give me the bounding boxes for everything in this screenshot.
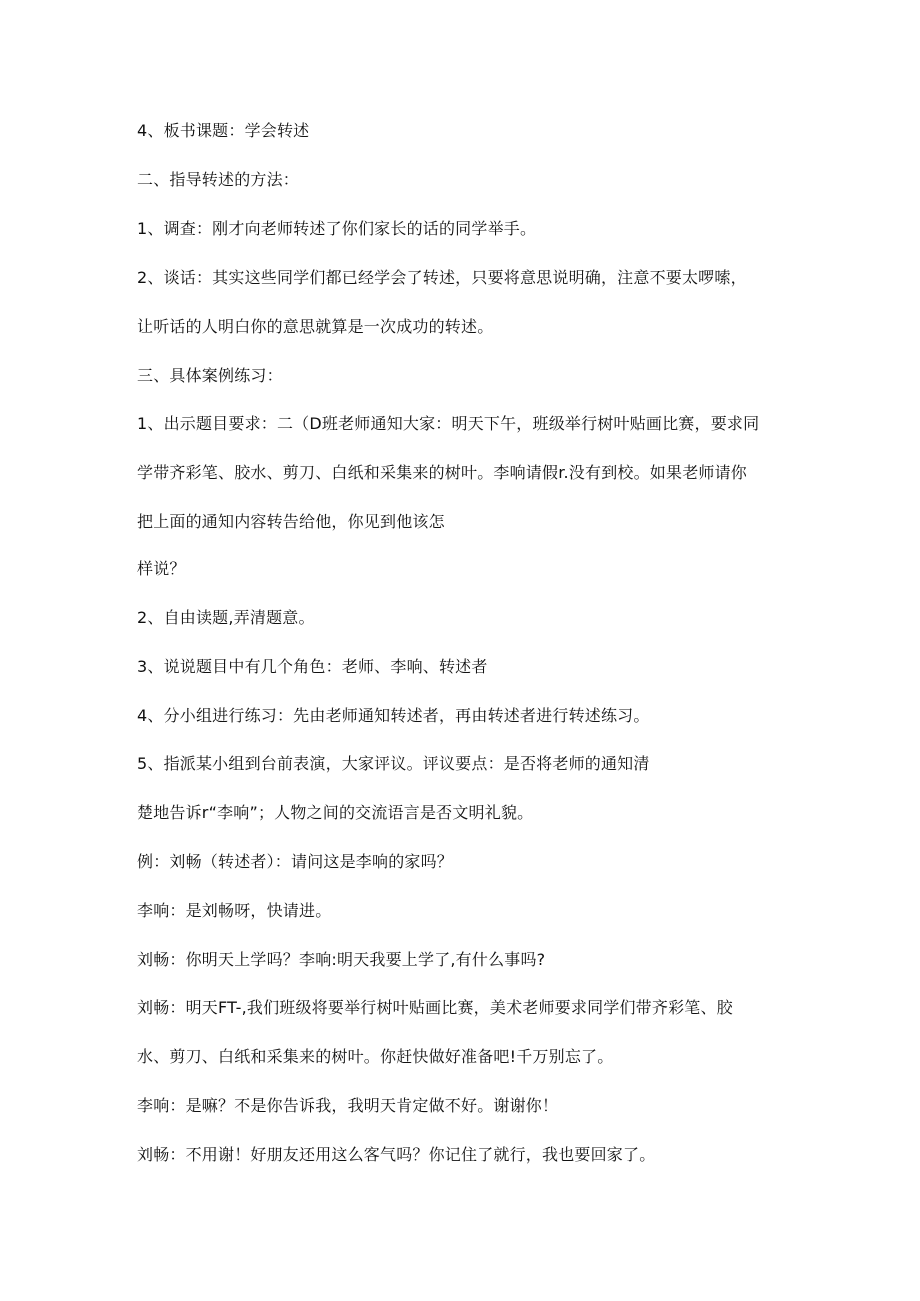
- text-line-8: 学带齐彩笔、胶水、剪刀、白纸和采集来的树叶。李响请假r.没有到校。如果老师请你: [137, 463, 747, 482]
- text-line-2: 二、指导转述的方法：: [137, 170, 300, 189]
- text-line-15: 楚地告诉r“李响”；人物之间的交流语言是否文明礼貌。: [137, 803, 534, 822]
- text-line-18: 刘畅：你明天上学吗？李响:明天我要上学了,有什么事吗?: [137, 950, 546, 969]
- text-line-9: 把上面的通知内容转告给他，你见到他该怎: [137, 512, 445, 531]
- text-line-1: 4、板书课题：学会转述: [137, 121, 310, 140]
- text-line-17: 李响：是刘畅呀，快请进。: [137, 901, 332, 920]
- text-line-7: 1、出示题目要求：二（D班老师通知大家：明天下午，班级举行树叶贴画比赛，要求同: [137, 414, 760, 433]
- text-line-5: 让听话的人明白你的意思就算是一次成功的转述。: [137, 317, 494, 336]
- text-line-19: 刘畅：明天FT-,我们班级将要举行树叶贴画比赛，美术老师要求同学们带齐彩笔、胶: [137, 998, 733, 1017]
- text-line-13: 4、分小组进行练习：先由老师通知转述者，再由转述者进行转述练习。: [137, 706, 650, 725]
- text-line-21: 李响：是嘛？不是你告诉我，我明天肯定做不好。谢谢你！: [137, 1096, 559, 1115]
- text-line-14: 5、指派某小组到台前表演，大家评议。评议要点：是否将老师的通知清: [137, 754, 650, 773]
- text-line-10: 样说？: [137, 559, 186, 578]
- text-line-20: 水、剪刀、白纸和采集来的树叶。你赶快做好准备吧!千万别忘了。: [137, 1047, 614, 1066]
- text-line-16: 例：刘畅（转述者）：请问这是李响的家吗？: [137, 852, 454, 871]
- text-line-11: 2、自由读题,弄清题意。: [137, 608, 315, 627]
- text-line-6: 三、具体案例练习：: [137, 366, 283, 385]
- text-line-22: 刘畅：不用谢！好朋友还用这么客气吗？你记住了就行，我也要回家了。: [137, 1145, 656, 1164]
- text-line-12: 3、说说题目中有几个角色：老师、李响、转述者: [137, 657, 488, 676]
- text-line-4: 2、谈话：其实这些同学们都已经学会了转述，只要将意思说明确，注意不要太啰嗦，: [137, 268, 747, 287]
- text-line-3: 1、调查：刚才向老师转述了你们家长的话的同学举手。: [137, 219, 537, 238]
